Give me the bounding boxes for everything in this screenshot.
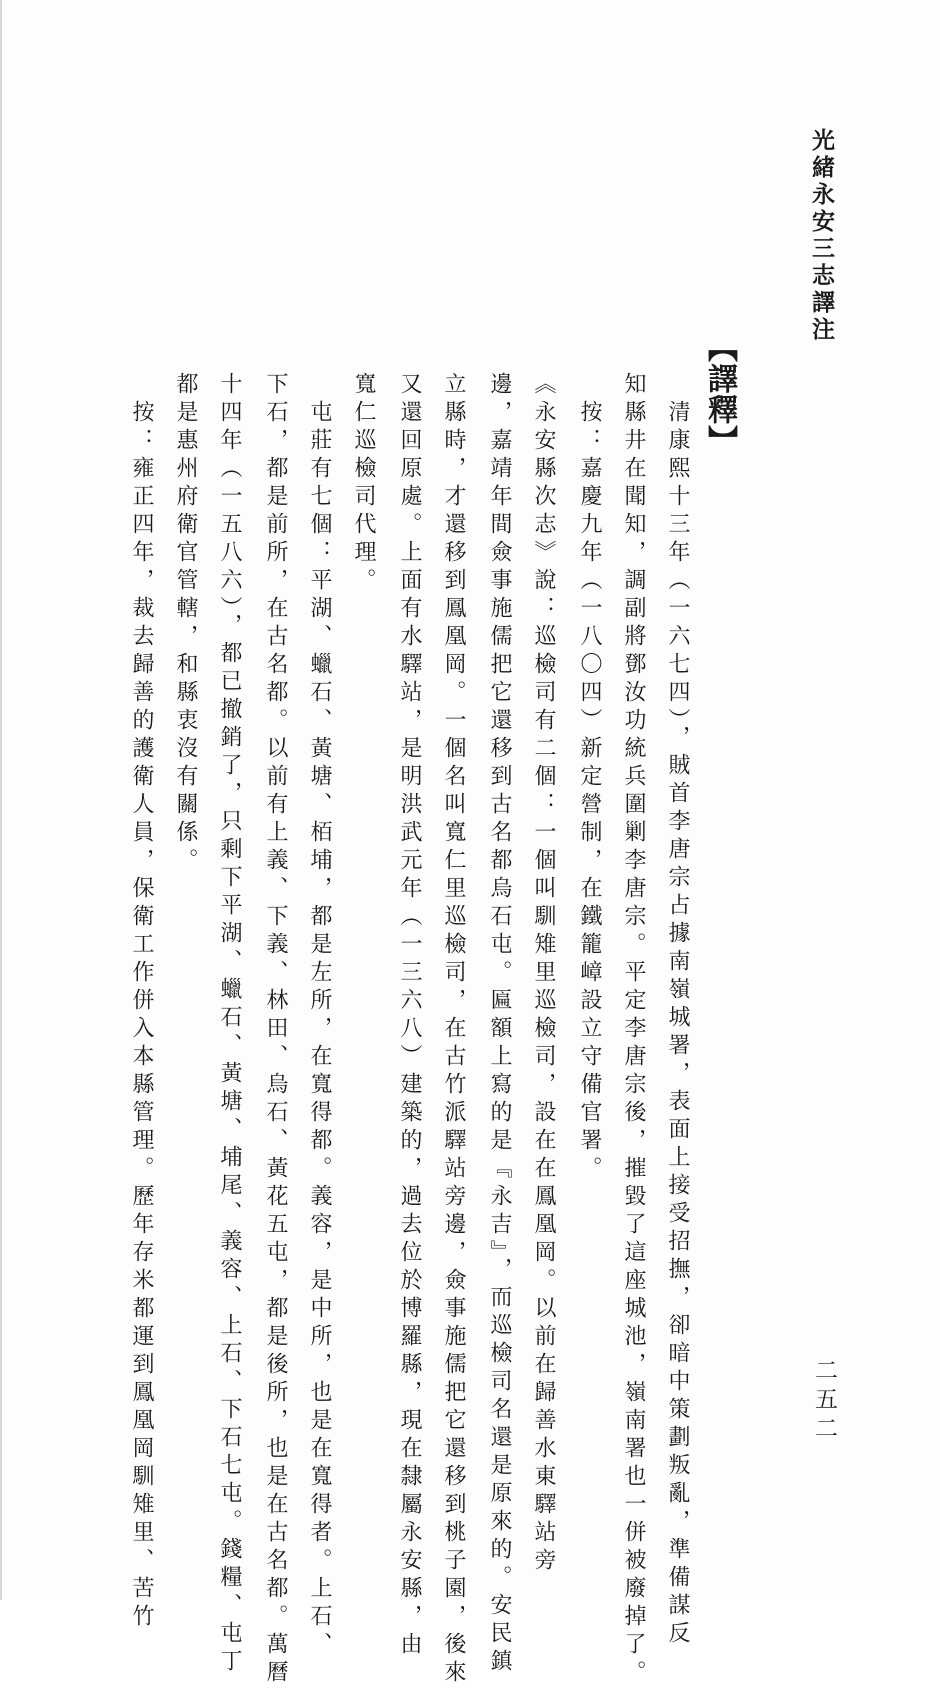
body-line: 清康熙十三年（一六七四），賊首李唐宗占據南嶺城署，表面上接受招撫，卻暗中策劃叛亂，準備謀反 [665,372,690,1649]
body-line: 立縣時，才還移到鳳凰岡。一個名叫寬仁里巡檢司，在古竹派驛站旁邊，僉事施儒把它還移到桃子園，後來 [441,372,466,1688]
body-line: 寬仁巡檢司代理。 [351,372,376,596]
body-line: 按：雍正四年，裁去歸善的護衛人員，保衛工作併入本縣管理。歷年存米都運到鳳凰岡馴雉里、苦竹 [129,372,154,1632]
body-line: 知縣井在聞知，調副將鄧汝功統兵圍剿李唐宗。平定李唐宗後，摧毀了這座城池，嶺南署也一併被廢掉了。 [621,372,646,1688]
running-title: 光緒永安三志譯注 [808,128,835,344]
section-heading: 【譯釋】 [702,332,737,456]
body-line: 《永安縣次志》說：巡檢司有二個：一個叫馴雉里巡檢司，設在在鳳凰岡。以前在歸善水東驛站旁 [531,372,556,1576]
page-number: 二五二 [811,1358,837,1445]
body-line: 都是惠州府衛官管轄，和縣衷沒有關係。 [173,372,198,876]
body-line: 按：嘉慶九年（一八〇四）新定營制，在鐵籠嶂設立守備官署。 [577,372,602,1184]
body-line: 十四年（一五八六），都已撤銷了，只剩下平湖、蠟石、黃塘、埔尾、義容、上石、下石七屯。錢糧、屯丁 [217,372,242,1677]
body-line: 屯莊有七個：平湖、蠟石、黃塘、栢埔，都是左所，在寬得都。義容，是中所，也是在寬得者。上石、 [307,372,332,1660]
body-line: 又還回原處。上面有水驛站，是明洪武元年（一三六八）建築的，過去位於博羅縣，現在隸屬永安縣，由 [397,372,422,1660]
body-line: 邊，嘉靖年間僉事施儒把它還移到古名都烏石屯。匾額上寫的是『永吉』，而巡檢司名還是原來的。安民鎮 [487,372,512,1677]
page-binding-edge [0,0,2,1600]
body-line: 下石，都是前所，在古名都。以前有上義、下義、林田、烏石、黃花五屯，都是後所，也是在古名都。萬曆 [263,372,288,1688]
